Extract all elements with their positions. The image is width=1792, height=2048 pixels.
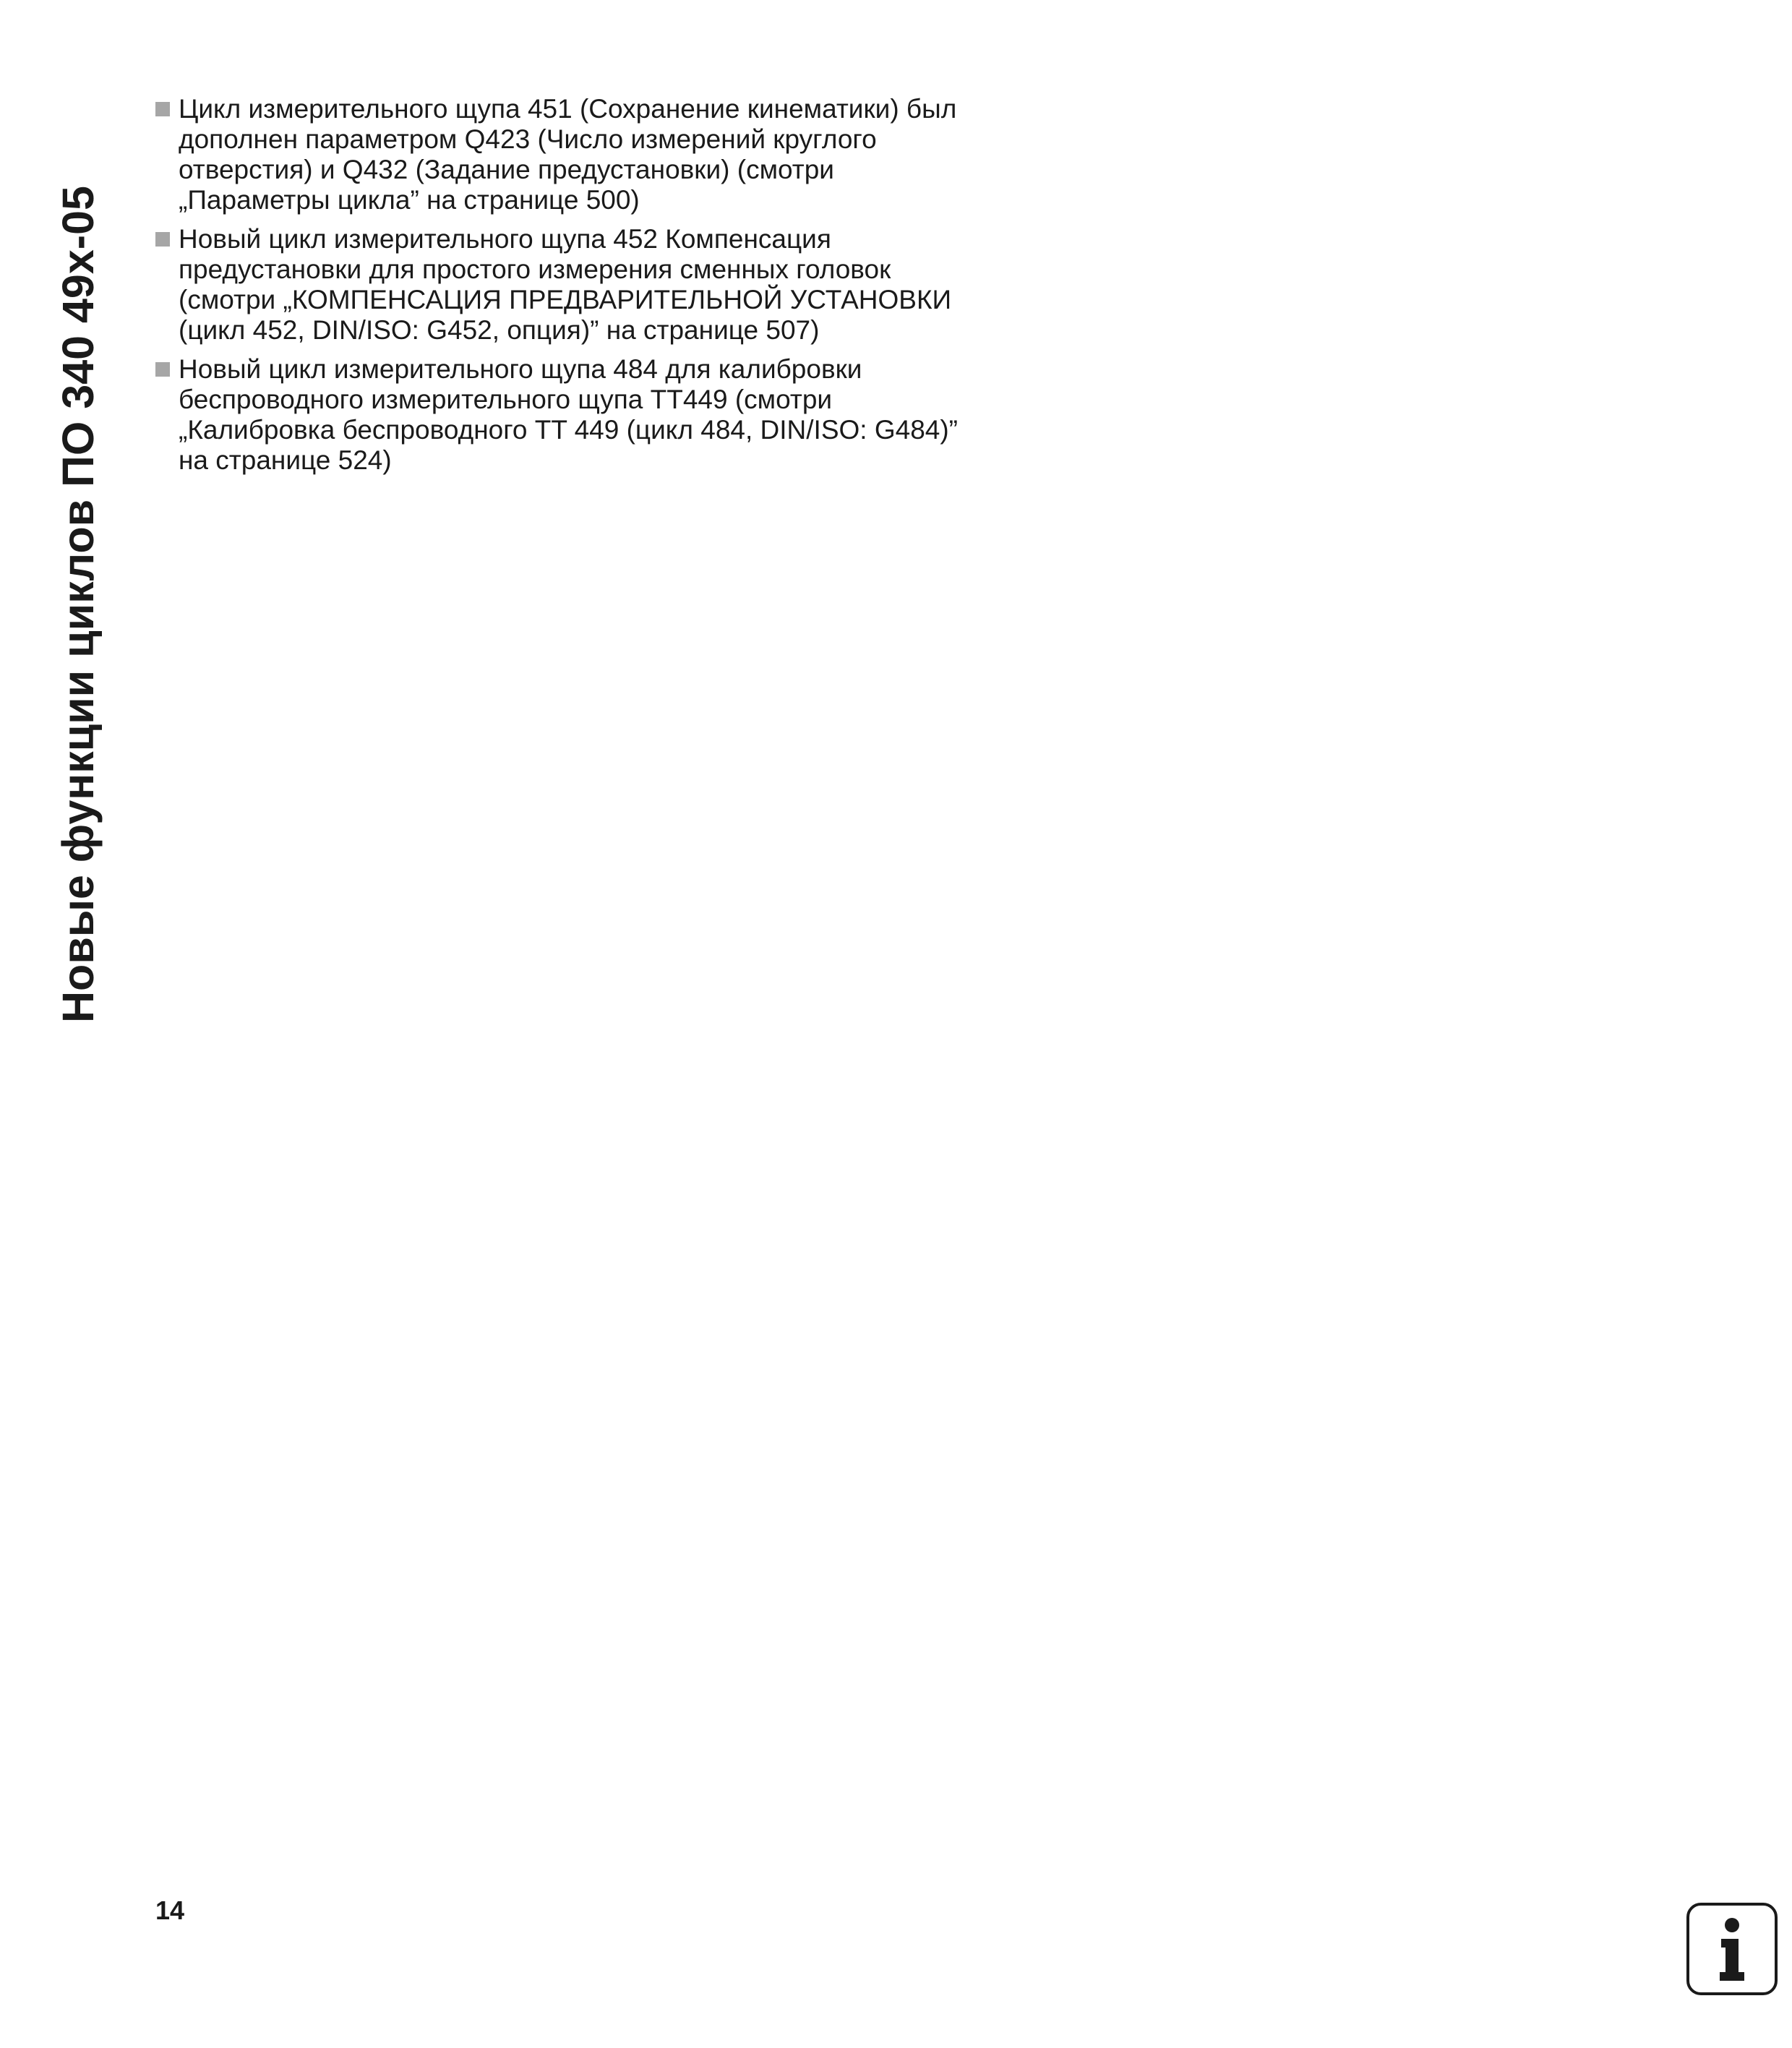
- list-item-line: дополнен параметром Q423 (Число измерений круглого: [179, 124, 877, 154]
- bullet-square-icon: [155, 232, 170, 247]
- list-item-line: предустановки для простого измерения сменных головок: [179, 254, 891, 284]
- list-item-line: Новый цикл измерительного щупа 452 Компенсация: [179, 224, 831, 254]
- list-item-line: „Параметры цикла” на странице 500): [179, 185, 640, 215]
- feature-list: [155, 94, 987, 484]
- list-item: [155, 224, 987, 346]
- bullet-square-icon: [155, 362, 170, 377]
- page-side-title: Новые функции циклов ПО 340 49x-05: [53, 186, 103, 1023]
- list-item-line: беспроводного измерительного щупа TT449 (смотри: [179, 385, 833, 414]
- list-item-line: „Калибровка беспроводного TT 449 (цикл 484, DIN/ISO: G484)”: [179, 415, 958, 445]
- list-item: [155, 354, 987, 476]
- info-icon: [1686, 1903, 1778, 1995]
- list-item-line: (цикл 452, DIN/ISO: G452, опция)” на странице 507): [179, 315, 820, 345]
- list-item-line: Цикл измерительного щупа 451 (Сохранение кинематики) был: [179, 94, 957, 124]
- list-item-line: отверстия) и Q432 (Задание предустановки) (смотри: [179, 155, 834, 184]
- list-item-line: (смотри „КОМПЕНСАЦИЯ ПРЕДВАРИТЕЛЬНОЙ УСТАНОВКИ: [179, 285, 952, 314]
- info-glyph: [1689, 1906, 1775, 1992]
- bullet-square-icon: [155, 102, 170, 116]
- page-number: 14: [155, 1895, 185, 1925]
- list-item: [155, 94, 987, 215]
- list-item-line: Новый цикл измерительного щупа 484 для калибровки: [179, 354, 862, 384]
- list-item-line: на странице 524): [179, 445, 392, 475]
